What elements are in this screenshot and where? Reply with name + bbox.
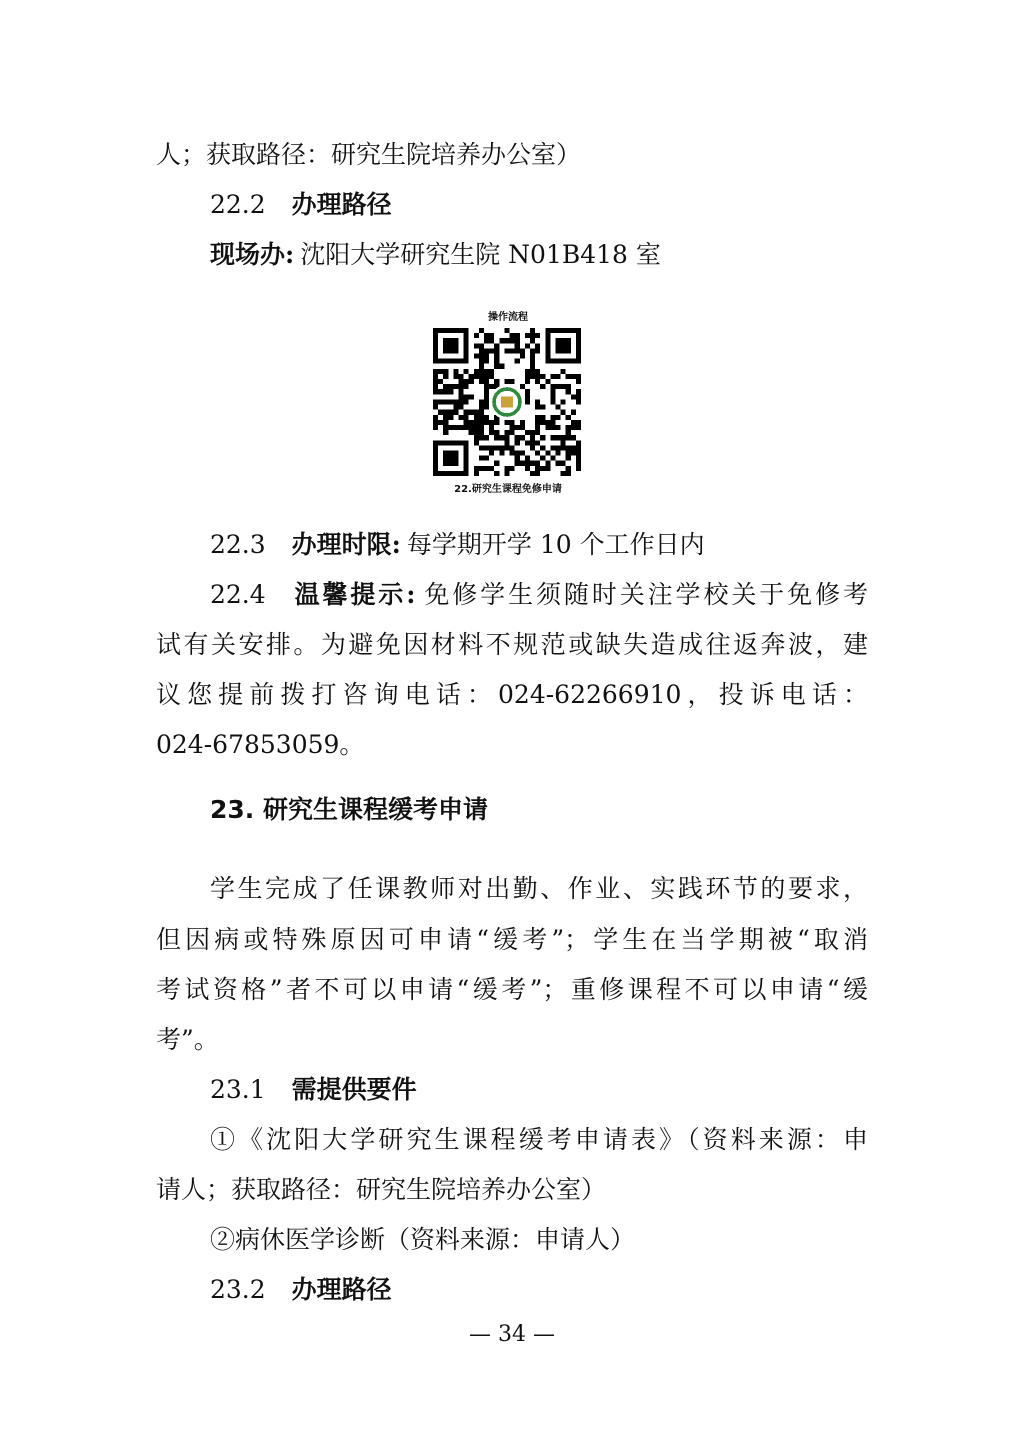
text-line: 试有关安排。为避免因材料不规范或缺失造成往返奔波，建 (156, 630, 868, 659)
section-heading-23-2 (210, 1273, 868, 1307)
heading-23: 23. 研究生课程缓考申请 (210, 795, 488, 824)
section-label: 办理时限: (291, 530, 401, 559)
section-text: 免修学生须随时关注学校关于免修考 (421, 580, 868, 609)
text-line: 考”。 (156, 1025, 219, 1054)
list-item: ①《沈阳大学研究生课程缓考申请表》（资料来源：申 (210, 1125, 868, 1154)
list-item: ②病休医学诊断（资料来源：申请人） (210, 1225, 636, 1254)
qr-logo (490, 385, 525, 420)
section-number: 22.4 (210, 580, 266, 609)
section-heading-22-3 (210, 528, 868, 562)
section-title: 需提供要件 (291, 1075, 417, 1104)
section-text: 每学期开学 10 个工作日内 (406, 530, 705, 559)
text-line: 但因病或特殊原因可申请“缓考”；学生在当学期被“取消 (156, 925, 868, 954)
section-number: 23.2 (210, 1275, 266, 1304)
section-title: 办理路径 (291, 190, 392, 219)
page-number: — 34 — (469, 1322, 555, 1347)
section-number: 22.2 (210, 190, 266, 219)
text-line: 学生完成了任课教师对出勤、作业、实践环节的要求， (210, 874, 868, 903)
qr-caption-top: 操作流程 (488, 312, 528, 323)
text-line: 请人；获取路径：研究生院培养办公室） (156, 1175, 607, 1204)
text-line: 考试资格”者不可以申请“缓考”；重修课程不可以申请“缓 (156, 975, 868, 1004)
text-line: 议您提前拨打咨询电话：024-62266910，投诉电话： (156, 680, 868, 709)
section-heading-22-4 (210, 578, 868, 612)
section-label: 温馨提示: (291, 580, 416, 609)
section-heading-22-2 (210, 188, 868, 222)
section-number: 23.1 (210, 1075, 266, 1104)
onsite-line (210, 238, 868, 272)
text-line: 024-67853059。 (156, 730, 365, 759)
section-heading-23-1 (210, 1073, 868, 1107)
section-title: 办理路径 (291, 1275, 392, 1304)
section-number: 22.3 (210, 530, 266, 559)
text-line: 人；获取路径：研究生院培养办公室） (156, 140, 582, 169)
qr-code[interactable] (433, 328, 581, 476)
onsite-label: 现场办: (210, 240, 295, 269)
qr-caption-bottom: 22.研究生课程免修申请 (454, 484, 562, 495)
onsite-text: 沈阳大学研究生院 N01B418 室 (300, 240, 661, 269)
